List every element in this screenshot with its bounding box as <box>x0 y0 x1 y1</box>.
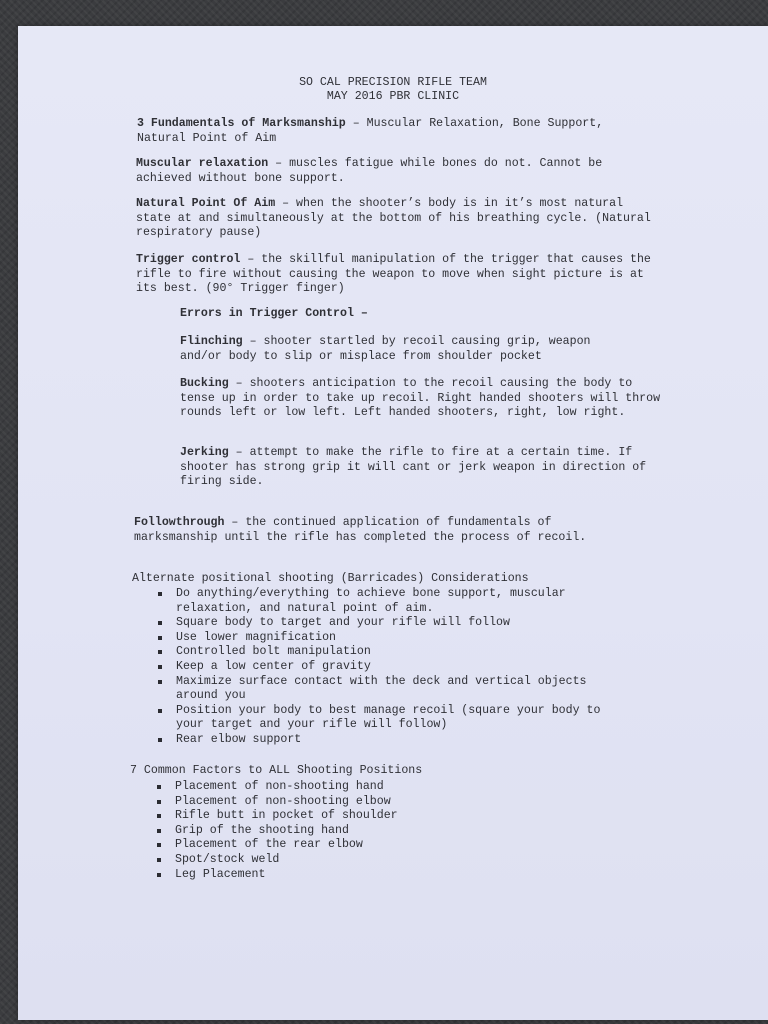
document-content <box>18 26 768 1020</box>
common-factor-item: Placement of non-shooting hand <box>153 780 573 795</box>
jerking-paragraph <box>180 446 665 490</box>
bucking-paragraph <box>180 377 665 421</box>
alternate-positional-item: Use lower magnification <box>154 631 634 646</box>
common-factor-item: Grip of the shooting hand <box>153 824 573 839</box>
natural-point-of-aim-term: Natural Point Of Aim <box>136 197 276 210</box>
common-factors-list <box>153 780 573 882</box>
document-title: SO CAL PRECISION RIFLE TEAM <box>299 76 487 89</box>
flinching-term: Flinching <box>180 335 243 348</box>
alternate-positional-item: Do anything/everything to achieve bone support, muscular relaxation, and natural point of aim. <box>154 587 634 616</box>
jerking-text: – attempt to make the rifle to fire at a certain time. If shooter has strong grip it will cant or jerk weapon in direction of firing side. <box>180 446 647 489</box>
fundamentals-text: – Muscular Relaxation, Bone Support, Natural Point of Aim <box>137 117 604 145</box>
common-factor-item: Spot/stock weld <box>153 853 573 868</box>
alternate-positional-item: Position your body to best manage recoil (square your body to your target and your rifle will follow) <box>154 704 634 733</box>
flinching-text: – shooter startled by recoil causing grip, weapon and/or body to slip or misplace from shoulder pocket <box>180 335 591 363</box>
alternate-positional-list <box>154 587 634 748</box>
natural-point-of-aim-paragraph <box>136 197 651 241</box>
jerking-term: Jerking <box>180 446 229 459</box>
paper-sheet <box>18 26 768 1020</box>
alternate-positional-item: Keep a low center of gravity <box>154 660 634 675</box>
bucking-text: – shooters anticipation to the recoil causing the body to tense up in order to take up recoil. Right handed shooters will throw rounds left or low left. Left handed shooters, right, low right. <box>180 377 661 420</box>
alternate-positional-item: Rear elbow support <box>154 733 634 748</box>
followthrough-paragraph <box>134 516 629 545</box>
alternate-positional-item: Maximize surface contact with the deck and vertical objects around you <box>154 675 634 704</box>
common-factors-heading: 7 Common Factors to ALL Shooting Positions <box>130 764 423 777</box>
fundamentals-paragraph <box>137 117 637 146</box>
trigger-control-paragraph <box>136 253 666 297</box>
followthrough-text: – the continued application of fundamentals of marksmanship until the rifle has completed the process of recoil. <box>134 516 587 544</box>
muscular-relaxation-term: Muscular relaxation <box>136 157 269 170</box>
common-factor-item: Leg Placement <box>153 868 573 883</box>
muscular-relaxation-text: – muscles fatigue while bones do not. Cannot be achieved without bone support. <box>136 157 603 185</box>
followthrough-term: Followthrough <box>134 516 225 529</box>
flinching-paragraph <box>180 335 625 364</box>
document-subtitle: MAY 2016 PBR CLINIC <box>326 90 460 103</box>
trigger-control-text: – the skillful manipulation of the trigger that causes the rifle to fire without causing the weapon to move when sight picture is at its best. (90° Trigger finger) <box>136 253 651 296</box>
common-factor-item: Rifle butt in pocket of shoulder <box>153 809 573 824</box>
natural-point-of-aim-text: – when the shooter’s body is in it’s most natural state at and simultaneously at the bottom of his breathing cycle. (Natural respiratory pause) <box>136 197 651 240</box>
alternate-positional-heading: Alternate positional shooting (Barricades) Considerations <box>132 572 529 585</box>
muscular-relaxation-paragraph <box>136 157 646 186</box>
errors-heading: Errors in Trigger Control – <box>180 307 368 320</box>
common-factor-item: Placement of non-shooting elbow <box>153 795 573 810</box>
alternate-positional-item: Controlled bolt manipulation <box>154 645 634 660</box>
bucking-term: Bucking <box>180 377 229 390</box>
trigger-control-term: Trigger control <box>136 253 241 266</box>
common-factor-item: Placement of the rear elbow <box>153 838 573 853</box>
fundamentals-term: 3 Fundamentals of Marksmanship <box>137 117 346 130</box>
alternate-positional-item: Square body to target and your rifle will follow <box>154 616 634 631</box>
